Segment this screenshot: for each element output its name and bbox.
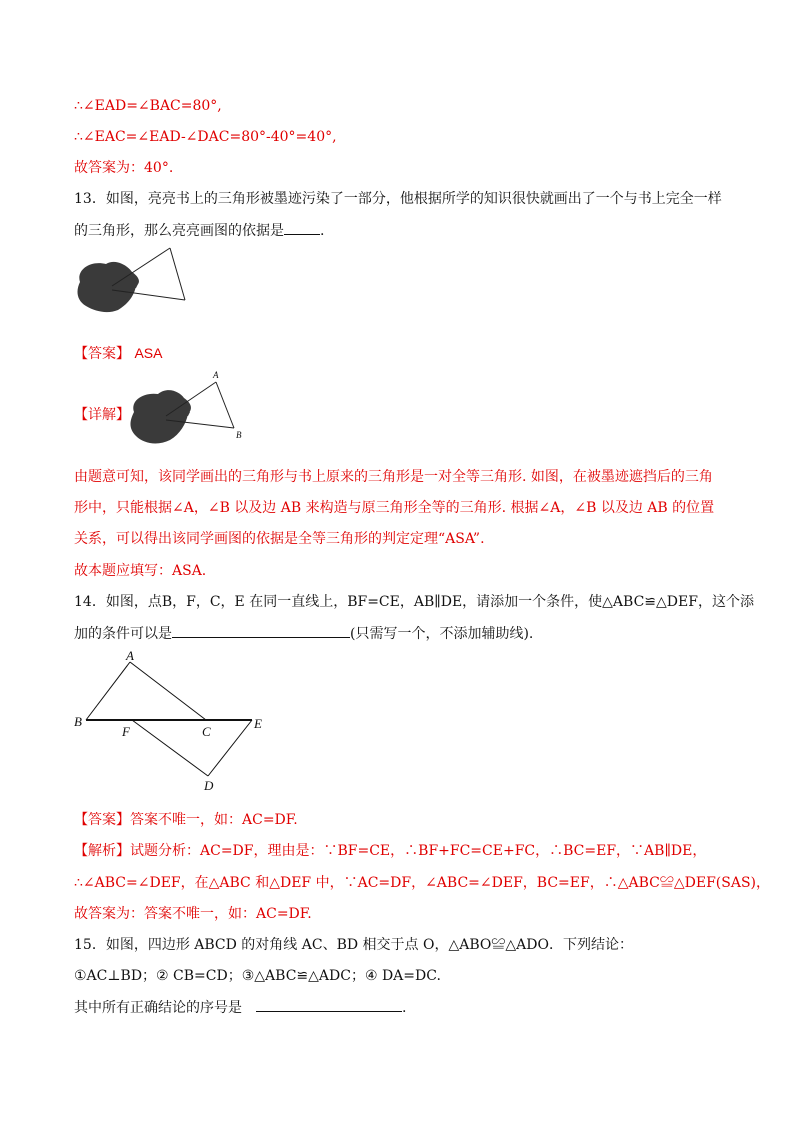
ink-blot xyxy=(131,390,191,443)
segment-AC xyxy=(130,662,206,720)
q14-answer-line: 【答案】答案不唯一，如：AC=DF. xyxy=(74,812,298,828)
q13-answer-value: ASA xyxy=(134,345,163,361)
q13-answer-line xyxy=(74,343,162,364)
q15-stem-line-3 xyxy=(74,997,406,1018)
q15-answer-blank xyxy=(256,997,402,1012)
triangle-side-right xyxy=(216,382,234,428)
solution-line-1: ∴∠EAD=∠BAC=80°, xyxy=(74,98,222,114)
point-label-D: D xyxy=(204,778,214,793)
q14-stem-line-1: 14．如图，点B，F，C，E 在同一直线上，BF=CE，AB∥DE，请添加一个条件，使△ABC≌△DEF，这个添 xyxy=(74,594,754,610)
q13-detail-figure xyxy=(126,368,250,450)
q13-detail-line-2: 形中，只能根据∠A，∠B 以及边 AB 来构造与原三角形全等的三角形. 根据∠A，∠B 以及边 AB 的位置 xyxy=(74,500,715,516)
q13-detail-line-1: 由题意可知，该同学画出的三角形与书上原来的三角形是一对全等三角形. 如图，在被墨迹遮挡后的三角 xyxy=(74,469,713,485)
q14-analysis-line-1: 【解析】试题分析：AC=DF，理由是：∵BF=CE，∴BF+FC=CE+FC，∴BC=EF，∵AB∥DE， xyxy=(74,843,707,859)
q14-analysis-line-2: ∴∠ABC=∠DEF，在△ABC 和△DEF 中，∵AC=DF，∠ABC=∠DEF，BC=EF，∴△ABC≌△DEF(SAS)， xyxy=(74,875,771,891)
q13-detail-tag: 【详解】 xyxy=(74,407,130,423)
point-label-E: E xyxy=(254,716,262,731)
point-label-B: B xyxy=(236,430,242,440)
q15-stem-end: . xyxy=(402,1000,407,1016)
segment-FD xyxy=(132,720,208,776)
q15-stem-text: 其中所有正确结论的序号是 xyxy=(74,1000,242,1016)
q13-answer-tag: 【答案】 xyxy=(74,346,130,362)
q14-answer-blank xyxy=(172,623,350,638)
point-label-B: B xyxy=(74,714,82,729)
q14-figure xyxy=(70,648,270,794)
point-label-F: F xyxy=(122,724,130,739)
q13-stem-line-2 xyxy=(74,220,324,241)
q13-stem-text: 的三角形，那么亮亮画图的依据是 xyxy=(74,223,284,239)
q14-stem-text: 加的条件可以是 xyxy=(74,626,172,642)
solution-line-2: ∴∠EAC=∠EAD-∠DAC=80°-40°=40°, xyxy=(74,129,337,145)
segment-DE xyxy=(208,720,252,776)
point-label-A: A xyxy=(213,370,219,380)
triangle-side-right xyxy=(170,248,185,300)
q14-stem-note: (只需写一个，不添加辅助线). xyxy=(350,626,534,642)
q14-stem-line-2 xyxy=(74,623,533,644)
q13-figure-ink-blot-triangle xyxy=(72,244,192,316)
point-label-C: C xyxy=(202,724,211,739)
q15-stem-line-1: 15．如图，四边形 ABCD 的对角线 AC、BD 相交于点 O，△ABO≌△ADO．下列结论： xyxy=(74,937,633,953)
q13-detail-line-3: 关系，可以得出该同学画图的依据是全等三角形的判定定理“ASA”. xyxy=(74,531,485,547)
solution-answer-line: 故答案为：40°. xyxy=(74,160,174,176)
q13-detail-line-4: 故本题应填写：ASA. xyxy=(74,563,207,579)
point-label-A: A xyxy=(126,648,134,663)
q14-analysis-line-3: 故答案为：答案不唯一，如：AC=DF. xyxy=(74,906,312,922)
segment-AB xyxy=(86,662,130,720)
q13-stem-end: . xyxy=(320,223,325,239)
q13-answer-blank xyxy=(284,220,320,235)
q15-stem-line-2: ①AC⊥BD；② CB=CD；③△ABC≌△ADC；④ DA=DC. xyxy=(74,968,441,984)
q13-stem-line-1: 13．如图，亮亮书上的三角形被墨迹污染了一部分，他根据所学的知识很快就画出了一个与书上完全一样 xyxy=(74,191,722,207)
